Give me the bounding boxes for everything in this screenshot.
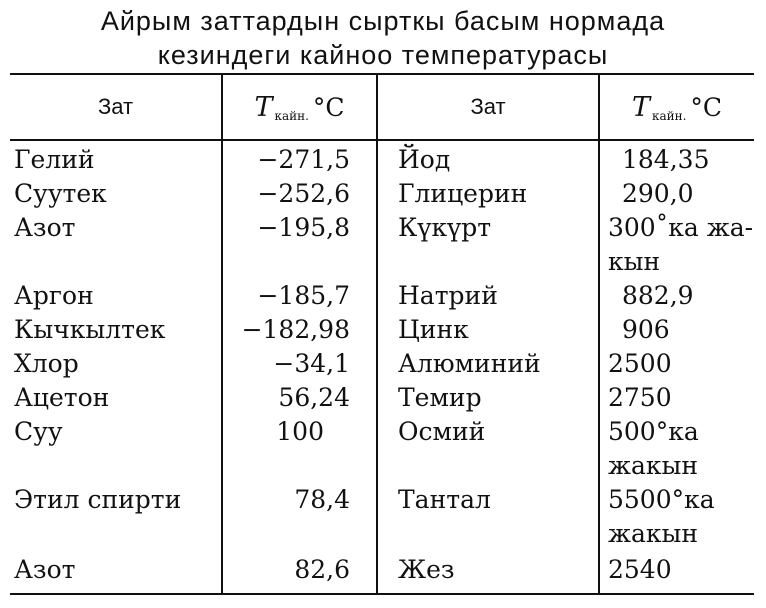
header-substance-right: Зат (470, 94, 506, 119)
table-top-rule (10, 73, 754, 75)
right-substance-name: Жез (398, 555, 455, 584)
right-boiling-point: 2540 (608, 555, 672, 584)
header-temperature-right (600, 76, 754, 138)
left-substance-name: Азот (14, 555, 76, 584)
left-boiling-point: 82,6 (294, 555, 350, 584)
right-boiling-point: 500°ка (608, 417, 699, 446)
right-substance-name: Натрий (398, 281, 498, 310)
header-temp-subscript: кайн. (274, 109, 309, 123)
left-boiling-point: −185,7 (257, 281, 350, 310)
left-substance-name: Суу (14, 417, 63, 446)
header-temperature-left (223, 76, 376, 138)
right-substance-name: Осмий (398, 417, 486, 446)
header-temp-unit: °C (690, 92, 723, 122)
right-substance-name: Цинк (398, 315, 469, 344)
right-substance-name: Темир (398, 383, 482, 412)
right-boiling-point: 5500°ка (608, 485, 715, 514)
left-boiling-point: 78,4 (294, 485, 350, 514)
right-boiling-point-continued: жакын (608, 519, 699, 548)
header-substance-left: Зат (97, 94, 134, 119)
right-substance-name: Күкүрт (398, 213, 492, 242)
left-boiling-point: −182,98 (241, 315, 350, 344)
left-boiling-point: 56,24 (278, 383, 350, 412)
right-boiling-point: 2500 (608, 349, 672, 378)
column-divider-3 (598, 74, 600, 594)
header-temp-symbol: T (254, 91, 273, 123)
header-temp-symbol: T (631, 91, 650, 123)
right-boiling-point: 290,0 (622, 179, 694, 208)
column-divider-1 (221, 74, 223, 594)
right-boiling-point-continued: жакын (608, 451, 699, 480)
right-substance-name: Глицерин (398, 179, 528, 208)
table-header-rule (10, 139, 754, 141)
table-bottom-rule (10, 593, 754, 595)
left-boiling-point: 100 (276, 417, 324, 446)
left-substance-name: Гелий (14, 145, 95, 174)
header-temp-subscript: кайн. (651, 109, 687, 123)
right-substance-name: Тантал (398, 485, 491, 514)
left-boiling-point: −195,8 (257, 213, 350, 242)
left-substance-name: Азот (14, 213, 76, 242)
right-boiling-point: 2750 (608, 383, 672, 412)
right-boiling-point: 300˚ка жа- (608, 213, 754, 242)
right-boiling-point: 906 (622, 315, 670, 344)
right-substance-name: Йод (398, 145, 451, 174)
left-boiling-point: −271,5 (257, 145, 350, 174)
left-substance-name: Этил спирти (14, 485, 182, 514)
left-substance-name: Аргон (14, 281, 94, 310)
table-title-line-1: Айрым заттардын сырткы басым нормада (100, 6, 666, 36)
left-boiling-point: −34,1 (273, 349, 350, 378)
right-boiling-point: 882,9 (622, 281, 694, 310)
table-title-line-2: кезиндеги кайноо температурасы (157, 40, 609, 70)
left-substance-name: Хлор (14, 349, 79, 378)
column-divider-2 (376, 74, 378, 594)
left-substance-name: Ацетон (14, 383, 110, 412)
left-boiling-point: −252,6 (257, 179, 350, 208)
right-substance-name: Алюминий (398, 349, 541, 378)
right-boiling-point: 184,35 (622, 145, 710, 174)
header-temp-unit: °C (312, 92, 345, 122)
right-boiling-point-continued: кын (608, 247, 661, 276)
left-substance-name: Кычкылтек (14, 315, 166, 344)
left-substance-name: Суутек (14, 179, 107, 208)
